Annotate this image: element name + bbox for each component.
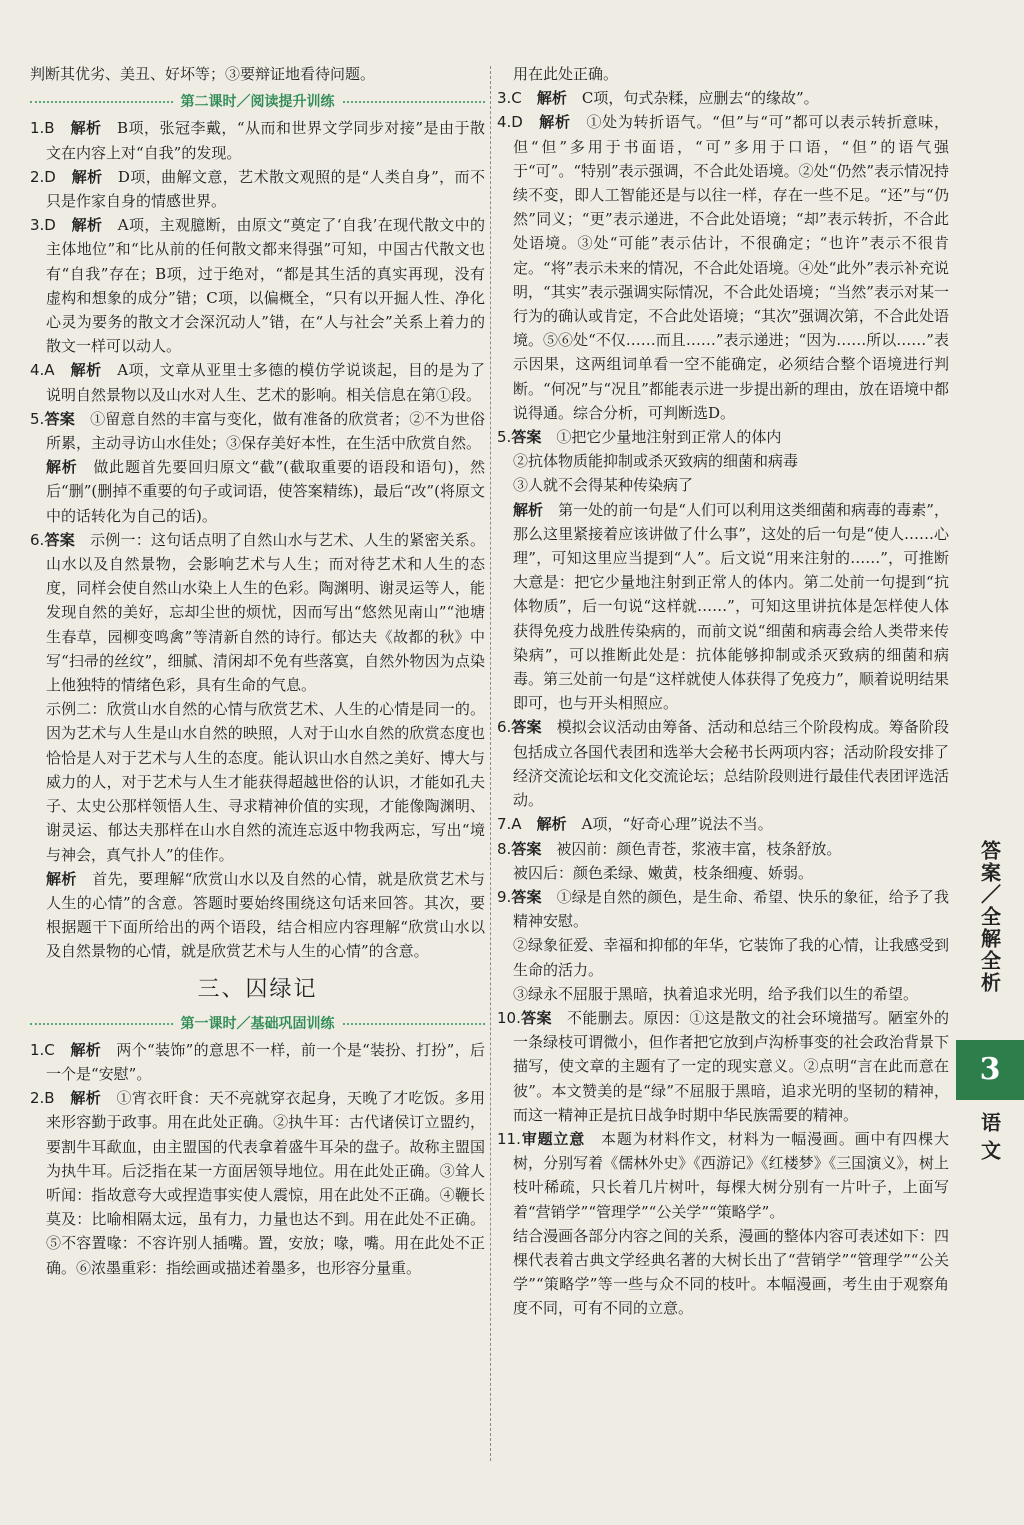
item-number: 5. <box>497 428 512 447</box>
item-number: 1.C <box>30 1040 55 1059</box>
item-text: A项，文章从亚里士多德的模仿学说谈起，目的是为了说明自然景物以及山水对人生、艺术的影响。相关信息在第①段。 <box>46 361 485 404</box>
dotted-rule <box>343 101 486 103</box>
item-label: 解析 <box>70 119 102 138</box>
item-text: 两个“装饰”的意思不一样，前一个是“装扮、打扮”，后一个是“安慰”。 <box>46 1040 485 1083</box>
dotted-rule <box>343 1023 486 1025</box>
analysis-block <box>497 498 949 716</box>
item-number: 11. <box>497 1129 521 1148</box>
answer-item <box>30 116 485 164</box>
item-text: 做此题首先要回归原文“截”(截取重要的语段和语句)，然后“删”(删掉不重要的句子或词语，使答案精练)，最后“改”(将原文中的话转化为自己的话)。 <box>46 458 485 525</box>
item-number: 8. <box>497 839 512 858</box>
left-column <box>30 62 485 1280</box>
answer-item <box>497 86 949 110</box>
item-text: 被囚前：颜色青苍，浆液丰富，枝条舒放。 <box>556 839 842 858</box>
answer-item-5 <box>497 425 949 449</box>
item-number: 10. <box>497 1008 521 1027</box>
item-number: 4.A <box>30 361 55 380</box>
item-text: ①绿是自然的颜色，是生命、希望、快乐的象征，给予了我精神安慰。 <box>513 887 949 931</box>
answer-item-9 <box>497 885 949 933</box>
answer-line: ③人就不会得某种传染病了 <box>513 476 694 495</box>
item-number: 5. <box>30 409 45 428</box>
item-label: 解析 <box>70 1040 102 1059</box>
item-label: 答案 <box>520 1008 552 1027</box>
answer-item-11 <box>497 1127 949 1224</box>
item-number: 2.D <box>30 167 56 186</box>
item-text: B项，张冠李戴，“从而和世界文学同步对接”是由于散文在内容上对“自我”的发现。 <box>46 119 485 162</box>
item-label: 答案 <box>511 839 542 858</box>
answer-item <box>30 165 485 213</box>
left-top-line: 判断其优劣、美丑、好坏等；③要辩证地看待问题。 <box>30 65 376 83</box>
side-tab-text: 答案／全解全析 <box>977 840 1002 994</box>
answer-paragraph: 结合漫画各部分内容之间的关系，漫画的整体内容可表述如下：四棵代表着古典文学经典名著的大树长出了“营销学”“管理学”“公关学”“策略学”等一些与众不同的枝叶。本幅漫画，考生由于观察角度不同，可有不同的立意。 <box>513 1226 949 1318</box>
column-divider <box>490 66 491 1461</box>
chapter-title: 三、囚绿记 <box>197 976 318 1002</box>
item-text: 示例一：这句话点明了自然山水与艺术、人生的紧密关系。山水以及自然景物，会影响艺术与人生；而对待艺术和人生的态度，同样会使自然山水染上人生的色彩。陶渊明、谢灵运等人，能发现自然的美好，忘却尘世的烦忧，因而写出“悠然见南山”“池塘生春草，园柳变鸣禽”等清新自然的诗行。郁达夫《故都的秋》中写“扫帚的丝纹”，细腻、清闲却不免有些落寞，自然外物因为点染上他独特的情绪色彩，具有生命的气息。 <box>46 530 485 695</box>
item-text: D项，曲解文意，艺术散文观照的是“人类自身”，而不只是作家自身的情感世界。 <box>46 167 485 211</box>
answer-item-5 <box>30 407 485 455</box>
answer-line: 被囚后：颜色柔绿、嫩黄，枝条细瘦、娇弱。 <box>513 863 814 882</box>
right-column <box>497 62 949 1321</box>
answer-line: ②抗体物质能抑制或杀灭致病的细菌和病毒 <box>513 452 799 471</box>
answer-item-6 <box>497 715 949 812</box>
item-text: 首先，要理解“欣赏山水以及自然的心情，就是欣赏艺术与人生的心情”的含意。答题时要始终围绕这句话来回答。其次，要根据题干下面所给出的两个语段，结合相应内容理解“欣赏山水以及自然景物的心情，就是欣赏艺术与人生的心情”的含意。 <box>46 869 485 961</box>
item-label: 解析 <box>536 89 567 108</box>
item-number: 4.D <box>497 113 523 132</box>
side-tab-label <box>956 840 1024 1040</box>
item-number: 6. <box>30 530 45 549</box>
answer-item-6 <box>30 528 485 697</box>
analysis-block <box>30 455 485 528</box>
item-number: 3.D <box>30 216 56 235</box>
item-number: 9. <box>497 887 512 906</box>
item-number: 3.C <box>497 89 522 108</box>
answer-item <box>30 1086 485 1280</box>
item-text: 本题为材料作文，材料为一幅漫画。画中有四棵大树，分别写着《儒林外史》《西游记》《红楼梦》《三国演义》，树上枝叶稀疏，只长着几片树叶，每棵大树分别有一片叶子，上面写着“营销学”“管理学”“公关学”“策略学”。 <box>513 1129 949 1221</box>
item-label: 答案 <box>44 409 75 428</box>
item-number: 2.B <box>30 1089 55 1108</box>
item-label: 解析 <box>46 869 77 888</box>
item-label: 解析 <box>536 815 567 834</box>
item-label: 答案 <box>44 530 75 549</box>
item-text: 不能删去。原因：①这是散文的社会环境描写。陋室外的一条绿枝可谓微小，但作者把它放到卢沟桥事变的社会政治背景下描写，使文章的主题有了一定的现实意义。②点明“言在此而意在彼”。本文赞美的是“绿”不屈服于黑暗，追求光明的坚韧的精神，而这一精神正是抗日战争时期中华民族需要的精神。 <box>513 1008 949 1124</box>
item-text: ①把它少量地注射到正常人的体内 <box>556 428 782 447</box>
item-text: ①留意自然的丰富与变化，做有准备的欣赏者；②不为世俗所累，主动寻访山水佳处；③保存美好本性，在生活中欣赏自然。 <box>46 409 485 453</box>
dotted-rule <box>30 1023 173 1025</box>
answer-line: ②绿象征爱、幸福和抑郁的年华，它装饰了我的心情，让我感受到生命的活力。 <box>513 936 949 979</box>
example-two: 示例二：欣赏山水自然的心情与欣赏艺术、人生的心情是同一的。因为艺术与人生是山水自然的映照，人对于山水自然的欣赏态度也恰恰是人对于艺术与人生的态度。能认识山水自然之美好、博大与威力的人，对于艺术与人生才能获得超越世俗的认识，才能如孔夫子、太史公那样领悟人生、寻求精神价值的实现，才能像陶渊明、谢灵运、郁达夫那样在山水自然的流连忘返中物我两忘，写出“境与神会，真气扑人”的佳作。 <box>46 700 485 864</box>
item-label: 答案 <box>511 718 542 737</box>
item-number: 6. <box>497 718 512 737</box>
item-label: 解析 <box>513 500 544 519</box>
dotted-rule <box>30 101 173 103</box>
subject-text: 语文 <box>977 1112 1002 1168</box>
item-text: 模拟会议活动由筹备、活动和总结三个阶段构成。筹备阶段包括成立各国代表团和选举大会秘书长两项内容；活动阶段安排了经济交流论坛和文化交流论坛；总结阶段则进行最佳代表团评选活动。 <box>513 718 949 810</box>
section-title-basic <box>30 1012 485 1036</box>
item-text: ①处为转折语气。“但”与“可”都可以表示转折意味，但“但”多用于书面语，“可”多用于口语，“但”的语气强于“可”。“特别”表示强调，不合此处语境。②处“仍然”表示情况持续不变，即人工智能还是与以往一样，存在一些不足。“还”与“仍然”同义；“更”表示递进，不合此处语境；“却”表示转折，不合此处语境。③处“可能”表示估计，不很确定；“也许”表示不很肯定。“将”表示未来的情况，不合此处语境。④处“此外”表示补充说明，“其实”表示强调实际情况，不合此处语境；“当然”表示对某一行为的确认或肯定，不合此处语境；“其次”强调次第，不合此处语境。⑤⑥处“不仅……而且……”表示递进；“因为……所以……”表示因果，这两组词单看一空不能确定，必须结合整个语境进行判断。“何况”与“况且”都能表示进一步提出新的理由，放在语境中都说得通。综合分析，可判断选D。 <box>513 113 950 422</box>
item-text: A项，主观臆断，由原文“奠定了‘自我’在现代散文中的主体地位”和“比从前的任何散文都来得强”可知，中国古代散文也有“自我”存在；B项，过于绝对，“都是其生活的真实再现，没有虚构和想象的成分”错；C项，以偏概全，“只有以开掘人性、净化心灵为要务的散文才会深沉动人”错，在“人与社会”关系上着力的散文一样可以动人。 <box>46 216 485 356</box>
item-number: 1.B <box>30 119 55 138</box>
item-label: 审题立意 <box>520 1129 586 1148</box>
item-label: 答案 <box>511 428 542 447</box>
answer-item-8 <box>497 837 949 861</box>
answer-item <box>497 110 949 425</box>
answer-item <box>30 213 485 358</box>
answer-item-10 <box>497 1006 949 1127</box>
item-label: 解析 <box>70 361 102 380</box>
section-title-reading-text: 第二课时／阅读提升训练 <box>180 94 335 111</box>
item-number: 7.A <box>497 815 522 834</box>
item-label: 答案 <box>511 887 542 906</box>
analysis-block <box>30 867 485 964</box>
answer-item-7 <box>497 812 949 836</box>
item-label: 解析 <box>71 167 103 186</box>
right-top-line: 用在此处正确。 <box>513 65 619 83</box>
answer-item <box>30 1038 485 1086</box>
item-text: C项，句式杂糅，应删去“的缘故”。 <box>581 89 819 108</box>
item-label: 解析 <box>71 216 103 235</box>
book-number-badge: 3 <box>956 1040 1024 1100</box>
answer-item <box>30 358 485 406</box>
item-text: 第一处的前一句是“人们可以利用这类细菌和病毒的毒素”，那么这里紧接着应该讲做了什么事”，这处的后一句是“使人……心理”，可知这里应当提到“人”。后文说“用来注射的……”，可推断大意是：把它少量地注射到正常人的体内。第二处前一句提到“抗体物质”，后一句说“这样就……”，可知这里讲抗体是怎样使人体获得免疫力战胜传染病的，而前文说“细菌和病毒会给人类带来传染病”，可以推断此处是：抗体能够抑制或杀灭致病的细菌和病毒。第三处前一句是“这样就使人体获得了免疫力”，顺着说明结果即可，也与开头相照应。 <box>513 500 949 713</box>
item-text: ①宵衣旰食：天不亮就穿衣起身，天晚了才吃饭。多用来形容勤于政事。用在此处正确。②执牛耳：古代诸侯订立盟约，要割牛耳歃血，由主盟国的代表拿着盛牛耳朵的盘子。故称主盟国为执牛耳。后泛指在某一方面居领导地位。用在此处正确。③耸人听闻：指故意夸大或捏造事实使人震惊，用在此处不正确。④鞭长莫及：比喻相隔太远，虽有力，力量也达不到。用在此处不正确。⑤不容置喙：不容许别人插嘴。置，安放；喙，嘴。用在此处不正确。⑥浓墨重彩：指绘画或描述着墨多，也形容分量重。 <box>46 1089 485 1277</box>
item-label: 解析 <box>539 113 571 132</box>
subject-label <box>956 1112 1024 1192</box>
item-label: 解析 <box>46 458 78 477</box>
item-text: A项，“好奇心理”说法不当。 <box>581 815 773 834</box>
section-title-reading <box>30 90 485 114</box>
answer-line: ③绿永不屈服于黑暗，执着追求光明，给予我们以生的希望。 <box>513 984 919 1003</box>
section-title-basic-text: 第一课时／基础巩固训练 <box>180 1015 335 1032</box>
item-label: 解析 <box>70 1089 102 1108</box>
